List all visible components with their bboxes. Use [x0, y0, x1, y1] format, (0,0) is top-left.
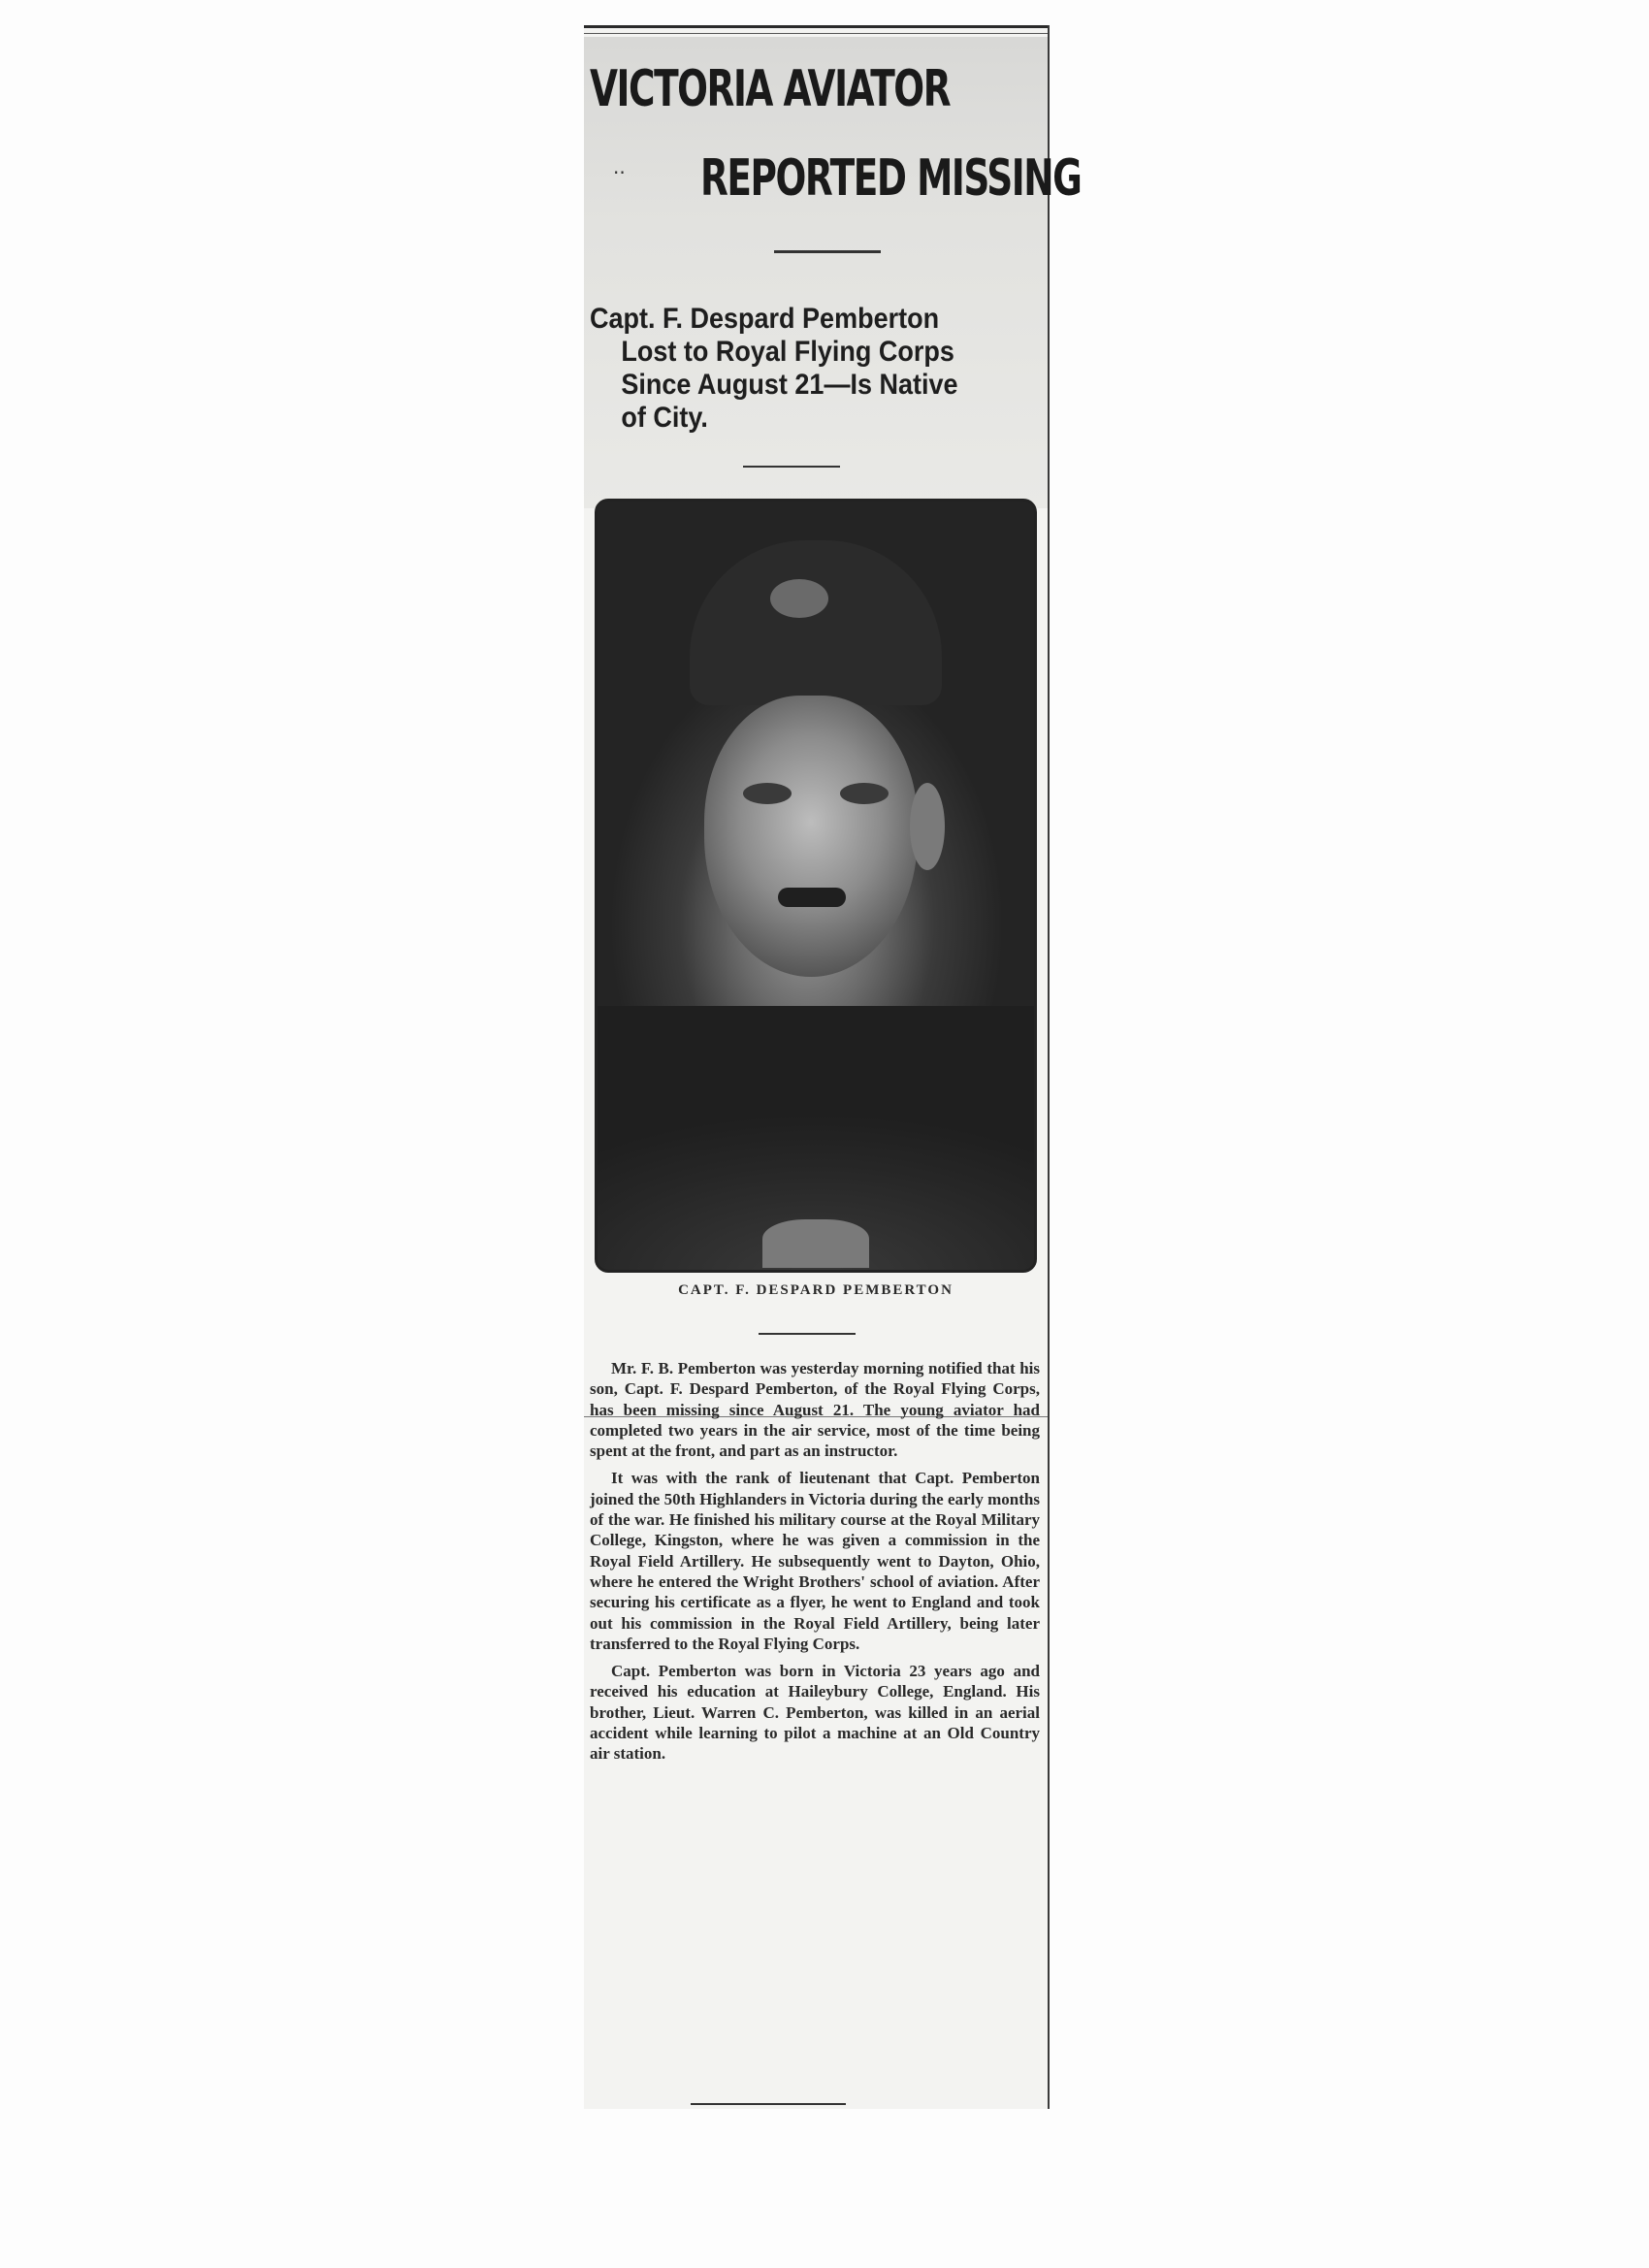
headline-line-2: REPORTED MISSING [700, 149, 1082, 208]
photo-mustache [778, 888, 846, 907]
newspaper-clipping [584, 25, 1082, 2109]
portrait-photo [595, 499, 1037, 1273]
end-rule [691, 2103, 846, 2105]
article-paragraph: It was with the rank of lieutenant that Capt. Pemberton joined the 50th Highlanders in Victoria during the early months of the war. He finished his military course at the Royal Military College, Kingston, where he was given a commission in the Royal Field Artillery. He subsequently went to Dayton, Ohio, where he entered the Wright Brothers' school of aviation. After securing his certificate as a flyer, he went to England and took out his commission in the Royal Field Artillery, being later transferred to the Royal Flying Corps. [590, 1469, 1040, 1653]
top-rule-thin [584, 33, 1050, 34]
photo-collar [762, 1219, 869, 1268]
caption-divider [759, 1333, 856, 1335]
photo-ear [910, 783, 945, 870]
subhead-line: Since August 21—Is Native [621, 369, 958, 401]
headline-dots: ·· [613, 161, 626, 184]
photo-caption: CAPT. F. DESPARD PEMBERTON [678, 1282, 954, 1298]
headline-line-1: VICTORIA AVIATOR [590, 60, 951, 118]
photo-cap-badge [770, 579, 828, 618]
photo-eye [840, 783, 889, 804]
subhead-line: of City. [621, 402, 708, 434]
headline-divider [774, 250, 881, 253]
subhead-line: Capt. F. Despard Pemberton [590, 303, 940, 335]
column-rule [1048, 25, 1050, 2109]
article-paragraph: Capt. Pemberton was born in Victoria 23 years ago and received his education at Haileybury College, England. His brother, Lieut. Warren C. Pemberton, was killed in an aerial accident while learning to pilot a machine at an Old Country air station. [590, 1662, 1040, 1764]
subhead-divider [743, 466, 840, 468]
article-body [590, 1358, 1040, 1771]
top-rule [584, 25, 1050, 28]
photo-eye [743, 783, 792, 804]
subheadline [590, 303, 1046, 435]
photo-face [704, 696, 918, 977]
article-paragraph: Mr. F. B. Pemberton was yesterday morning notified that his son, Capt. F. Despard Pemberton, of the Royal Flying Corps, has been missing since August 21. The young aviator had completed two years in the air service, most of the time being spent at the front, and part as an instructor. [590, 1359, 1040, 1461]
subhead-line: Lost to Royal Flying Corps [621, 336, 954, 368]
photo-cap [690, 540, 942, 705]
